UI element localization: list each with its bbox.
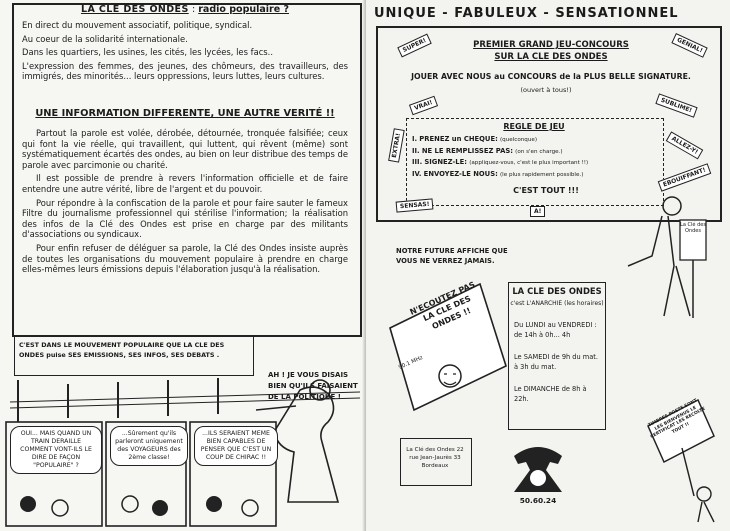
schedule-line: Du LUNDI au VENDREDI : de 14h à 0h... 4h <box>514 321 597 339</box>
article-paragraph: Il est possible de prendre à revers l'information officielle et de faire entendre une autre vérité, libre de l'argent et du pouvoir. <box>22 173 348 194</box>
badge-allez: ALLEZ-Y! <box>666 131 704 159</box>
badge-sensas: SENSAS! <box>396 198 434 212</box>
badge-super: SUPER! <box>397 34 432 58</box>
schedule-line: Le DIMANCHE de 8h à 22h. <box>514 385 587 403</box>
intro-line: En direct du mouvement associatif, politique, syndical. <box>22 20 253 30</box>
left-header: LA CLE DES ONDES : radio populaire ? <box>80 4 289 15</box>
left-header-title: LA CLE DES ONDES <box>80 4 189 15</box>
badge-vrai: VRAI! <box>409 96 438 116</box>
schedule-line: Le SAMEDI de 9h du mat. à 3h du mat. <box>514 353 598 371</box>
intro-line: Au coeur de la solidarité internationale. <box>22 33 188 44</box>
comic-caption: C'EST DANS LE MOUVEMENT POPULAIRE QUE LA CLE DES ONDES puise SES EMISSIONS, SES INFOS, SES DEBATS . <box>19 341 225 359</box>
badge-extra: EXTRA! <box>388 128 405 162</box>
intro-line: Dans les quartiers, les usines, les cités, les lycées, les facs.. <box>22 47 273 58</box>
rule-item: I. PRENEZ un CHEQUE: (quelconque) <box>412 135 538 143</box>
comic-speech-right: AH ! JE VOUS DISAIS BIEN QU'ILS FAISAIENT DE LA POLITIQUE ! <box>268 371 358 401</box>
comic-bubble-1: OUI... MAIS QUAND UN TRAIN DERAILLE COMMENT VONT-ILS LE DIRE DE FAÇON "POPULAIRE" ? <box>10 426 102 474</box>
badge-sublime: SUBLIME! <box>655 93 697 117</box>
contest-title-1: PREMIER GRAND JEU-CONCOURS <box>473 40 629 50</box>
article-body <box>22 128 348 278</box>
poster-text: N'ECOUTEZ PAS LA CLE DES ONDES !! <box>408 280 477 332</box>
schedule-subtitle: c'est L'ANARCHIE (les horaires) <box>510 300 604 307</box>
contest-play-line: JOUER AVEC NOUS au CONCOURS de la PLUS BELLE SIGNATURE. <box>411 72 691 81</box>
poster-note: NOTRE FUTURE AFFICHE QUE VOUS NE VERREZ JAMAIS. <box>396 247 508 265</box>
rules-end: C'EST TOUT !!! <box>513 186 579 195</box>
contest-title-2: SUR LA CLE DES ONDES <box>494 52 608 62</box>
article-paragraph: Partout la parole est volée, dérobée, détournée, tronquée falsifiée; ceux qui font la vie réelle, qui travaillent, qui luttent, qui rêvent (même) sont systématiquement écartés des ondes, au bien on leur distribue des temps de parole avec parcimonie ou charité. <box>22 128 348 170</box>
comic-bubble-2: ...Sûrement qu'ils parleront uniquement des VOYAGEURS des 2ème classe! <box>110 426 188 466</box>
sign-holder-illustration <box>606 192 730 322</box>
rule-item: II. NE LE REMPLISSEZ PAS: (on s'en charge.) <box>412 146 563 155</box>
stamp-text: La Clé des Ondes 22 rue Jean-Jaurès 33 Bordeaux <box>406 447 464 469</box>
rules-title: REGLE DE JEU <box>503 122 565 131</box>
article-paragraph: Pour répondre à la confiscation de la parole et pour faire sauter le fameux Filtre du journalisme professionnel qui stérilise l'information; la réalisation des infos de la Clé des Ondes est prise en charge par des militants d'associations ou syndicaux. <box>22 197 348 240</box>
section-title: UNE INFORMATION DIFFERENTE, UNE AUTRE VERITÉ !! <box>35 108 335 119</box>
protest-sign-text: TIMBRES POSTE SONT LES BIENVENUS LE CERTIFICAT LES RECOLTE TOUT !! <box>647 398 707 441</box>
telephone-icon <box>506 438 570 496</box>
intro-block <box>22 20 348 85</box>
left-header-subtitle: radio populaire ? <box>198 4 289 15</box>
comic-bubble-3: ...ILS SERAIENT MEME BIEN CAPABLES DE PENSER QUE C'EST UN COUP DE CHIRAC !! <box>194 426 278 466</box>
schedule-lines <box>514 320 600 404</box>
rules-list <box>412 134 658 180</box>
rule-item: IV. ENVOYEZ-LE NOUS: (le plus rapidement possible.) <box>412 169 584 178</box>
badge-ebouiffant: EBOUIFFANT! <box>658 163 711 191</box>
phone-number: 50.60.24 <box>519 496 557 505</box>
badge-genial: GENIAL! <box>671 33 708 58</box>
sign-figure-text: La Clé des Ondes <box>680 222 706 234</box>
schedule-title: LA CLE DES ONDES <box>512 286 602 296</box>
right-page <box>366 0 730 531</box>
banner: UNIQUE - FABULEUX - SENSATIONNEL <box>374 6 679 21</box>
article-paragraph: Pour enfin refuser de déléguer sa parole, la Clé des Ondes insiste auprès de toutes les organisations du mouvement populaire à prendre en charge elles-mêmes leurs émissions depuis l'élaboration jusqu'à la réalisation. <box>22 242 348 275</box>
intro-line: L'expression des femmes, des jeunes, des chômeurs, des travailleurs, des immigrés, des minorités... leurs oppressions, leurs luttes, leurs cultures. <box>22 60 348 82</box>
contest-open-note: (ouvert à tous!) <box>520 86 572 94</box>
rule-item: III. SIGNEZ-LE: (appliquez-vous, c'est le plus important !!) <box>412 158 589 166</box>
badge-a: A! <box>530 206 545 217</box>
poster-frequency: 90.1 MHz <box>397 355 424 371</box>
